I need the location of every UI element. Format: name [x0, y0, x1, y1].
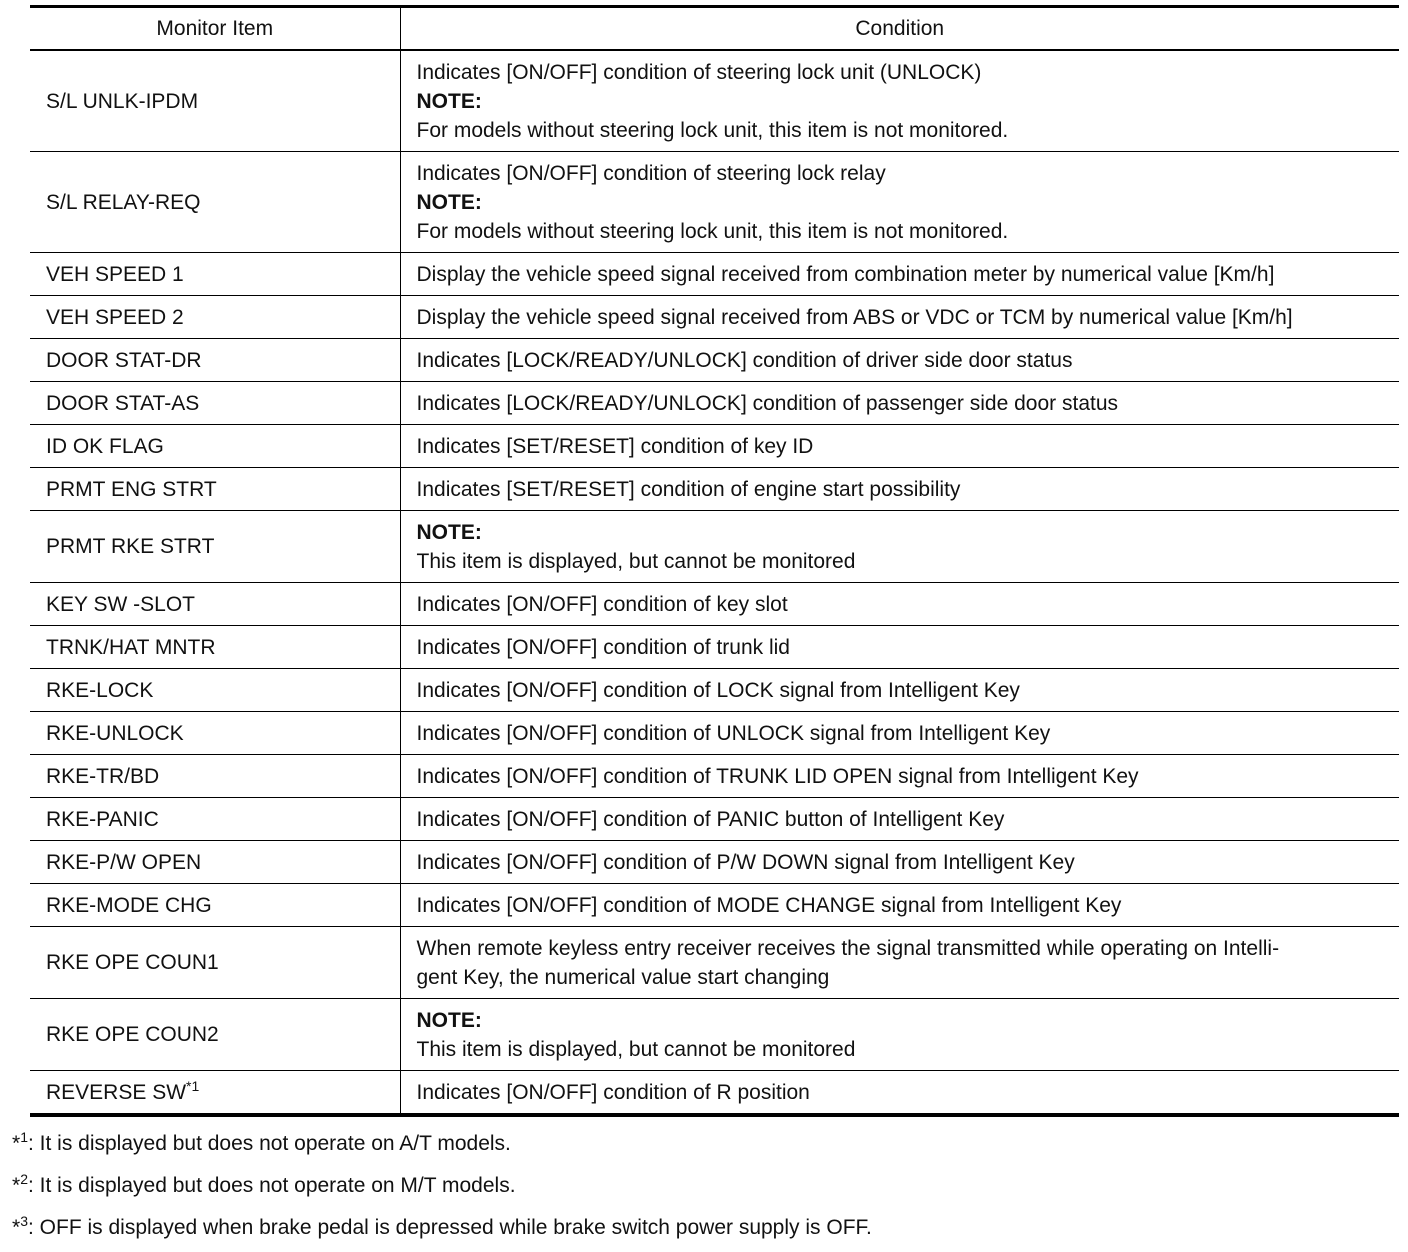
monitor-item-cell: [30, 999, 400, 1071]
table-row: [30, 1071, 1399, 1116]
footnote-number: 1: [20, 1129, 28, 1145]
table-row: [30, 382, 1399, 425]
note-text: This item is displayed, but cannot be monitored: [416, 1037, 856, 1061]
table-row: [30, 927, 1399, 999]
condition-text: Indicates [ON/OFF] condition of trunk lid: [416, 635, 790, 659]
monitor-item-name: DOOR STAT-DR: [46, 348, 202, 372]
footnote: [12, 1126, 872, 1168]
monitor-item-name: REVERSE SW: [46, 1080, 187, 1104]
monitor-item-cell: [30, 927, 400, 999]
monitor-item-cell: [30, 425, 400, 468]
condition-text: Display the vehicle speed signal received from ABS or VDC or TCM by numerical value [Km/h]: [416, 305, 1293, 329]
condition-cell: [400, 798, 1399, 841]
note-text: For models without steering lock unit, this item is not monitored.: [416, 219, 1009, 243]
condition-cell: [400, 669, 1399, 712]
table-row: [30, 884, 1399, 927]
table-header-row: [30, 7, 1399, 51]
monitor-item-name: RKE OPE COUN2: [46, 1023, 219, 1046]
condition-cell: [400, 253, 1399, 296]
monitor-item-cell: [30, 798, 400, 841]
monitor-item-cell: [30, 755, 400, 798]
monitor-item-name: VEH SPEED 2: [46, 305, 184, 329]
condition-text: When remote keyless entry receiver receives the signal transmitted while operating on Intelli-: [416, 936, 1280, 960]
monitor-item-name: RKE-P/W OPEN: [46, 850, 202, 874]
monitor-item-cell: [30, 884, 400, 927]
condition-cell: [400, 999, 1399, 1071]
condition-text: Indicates [ON/OFF] condition of UNLOCK signal from Intelligent Key: [416, 721, 1051, 745]
condition-cell: [400, 425, 1399, 468]
table-row: [30, 669, 1399, 712]
footnote: [12, 1210, 872, 1252]
table-row: [30, 583, 1399, 626]
monitor-item-name: PRMT RKE STRT: [46, 535, 215, 558]
condition-cell: [400, 626, 1399, 669]
table-row: [30, 468, 1399, 511]
table-row: [30, 339, 1399, 382]
table-row: [30, 999, 1399, 1071]
condition-cell: [400, 755, 1399, 798]
monitor-item-name: PRMT ENG STRT: [46, 477, 217, 501]
condition-text: Indicates [ON/OFF] condition of key slot: [416, 592, 788, 616]
monitor-item-name: KEY SW -SLOT: [46, 592, 195, 616]
condition-text: Indicates [ON/OFF] condition of steering lock unit (UNLOCK): [416, 60, 982, 84]
monitor-item-cell: [30, 468, 400, 511]
condition-text: Indicates [ON/OFF] condition of P/W DOWN signal from Intelligent Key: [416, 850, 1075, 874]
condition-cell: [400, 712, 1399, 755]
monitor-item-cell: [30, 382, 400, 425]
footnote-number: 3: [20, 1213, 28, 1229]
monitor-item-cell: [30, 583, 400, 626]
condition-cell: [400, 339, 1399, 382]
condition-text: gent Key, the numerical value start changing: [416, 965, 830, 989]
condition-text: Indicates [ON/OFF] condition of R position: [416, 1080, 810, 1104]
monitor-item-name: ID OK FLAG: [46, 434, 164, 458]
condition-cell: [400, 583, 1399, 626]
monitor-item-name: DOOR STAT-AS: [46, 391, 200, 415]
note-label: NOTE:: [416, 1008, 482, 1032]
monitor-item-cell: [30, 50, 400, 152]
table-row: [30, 511, 1399, 583]
monitor-item-name: RKE OPE COUN1: [46, 951, 219, 974]
table-row: [30, 425, 1399, 468]
monitor-item-table: [30, 5, 1399, 1117]
table-row: [30, 296, 1399, 339]
monitor-item-cell: [30, 253, 400, 296]
condition-cell: [400, 468, 1399, 511]
condition-text: Indicates [LOCK/READY/UNLOCK] condition of driver side door status: [416, 348, 1073, 372]
monitor-item-name: RKE-LOCK: [46, 678, 154, 702]
table-body: [30, 50, 1399, 1115]
monitor-item-name: S/L RELAY-REQ: [46, 190, 201, 214]
condition-cell: [400, 296, 1399, 339]
monitor-item-name: TRNK/HAT MNTR: [46, 635, 216, 659]
condition-cell: [400, 382, 1399, 425]
monitor-item-name: RKE-PANIC: [46, 807, 159, 831]
footnote-number: 2: [20, 1171, 28, 1187]
note-label: NOTE:: [416, 520, 482, 544]
condition-text: Indicates [SET/RESET] condition of key ID: [416, 434, 814, 458]
monitor-item-name: RKE-MODE CHG: [46, 893, 212, 917]
monitor-item-cell: [30, 296, 400, 339]
monitor-item-cell: [30, 669, 400, 712]
condition-text: Display the vehicle speed signal received from combination meter by numerical value [Km/h]: [416, 262, 1275, 286]
monitor-item-cell: [30, 712, 400, 755]
condition-cell: [400, 927, 1399, 999]
note-text: For models without steering lock unit, this item is not monitored.: [416, 118, 1009, 142]
table-row: [30, 253, 1399, 296]
condition-text: Indicates [ON/OFF] condition of PANIC button of Intelligent Key: [416, 807, 1005, 831]
table-row: [30, 152, 1399, 253]
condition-text: Indicates [LOCK/READY/UNLOCK] condition of passenger side door status: [416, 391, 1119, 415]
table-row: [30, 841, 1399, 884]
footnote-mark: *: [12, 1216, 21, 1239]
footnotes: [12, 1126, 872, 1252]
condition-cell: [400, 511, 1399, 583]
condition-cell: [400, 152, 1399, 253]
condition-cell: [400, 884, 1399, 927]
monitor-item-cell: [30, 841, 400, 884]
condition-text: Indicates [ON/OFF] condition of LOCK signal from Intelligent Key: [416, 678, 1020, 702]
condition-text: Indicates [ON/OFF] condition of TRUNK LID OPEN signal from Intelligent Key: [416, 764, 1139, 788]
footnote-mark: *: [12, 1174, 21, 1197]
footnote-reference-text: *1: [186, 1077, 200, 1094]
condition-cell: [400, 50, 1399, 152]
condition-text: Indicates [ON/OFF] condition of steering lock relay: [416, 161, 886, 185]
footnote-text: : It is displayed but does not operate on A/T models.: [27, 1132, 511, 1155]
header-condition: Condition: [400, 7, 1399, 51]
monitor-item-name: RKE-UNLOCK: [46, 721, 184, 745]
monitor-item-cell: [30, 626, 400, 669]
table-row: [30, 626, 1399, 669]
table-row: [30, 755, 1399, 798]
footnote-mark: *: [12, 1132, 21, 1155]
condition-cell: [400, 1071, 1399, 1116]
monitor-item-cell: [30, 1071, 400, 1116]
footnote-text: : OFF is displayed when brake pedal is depressed while brake switch power supply is OFF.: [27, 1216, 872, 1239]
monitor-item-cell: [30, 152, 400, 253]
condition-text: Indicates [ON/OFF] condition of MODE CHANGE signal from Intelligent Key: [416, 893, 1122, 917]
footnote-reference: [186, 1078, 199, 1094]
table-row: [30, 50, 1399, 152]
condition-cell: [400, 841, 1399, 884]
monitor-item-cell: [30, 339, 400, 382]
condition-text: Indicates [SET/RESET] condition of engine start possibility: [416, 477, 961, 501]
header-monitor-item: Monitor Item: [30, 7, 400, 51]
footnote-text: : It is displayed but does not operate on M/T models.: [27, 1174, 516, 1197]
table-row: [30, 798, 1399, 841]
note-label: NOTE:: [416, 190, 482, 214]
monitor-item-cell: [30, 511, 400, 583]
monitor-item-name: S/L UNLK-IPDM: [46, 89, 199, 113]
table-row: [30, 712, 1399, 755]
monitor-item-name: VEH SPEED 1: [46, 262, 184, 286]
note-label: NOTE:: [416, 89, 482, 113]
footnote: [12, 1168, 872, 1210]
note-text: This item is displayed, but cannot be monitored: [416, 549, 856, 573]
monitor-item-name: RKE-TR/BD: [46, 764, 160, 788]
